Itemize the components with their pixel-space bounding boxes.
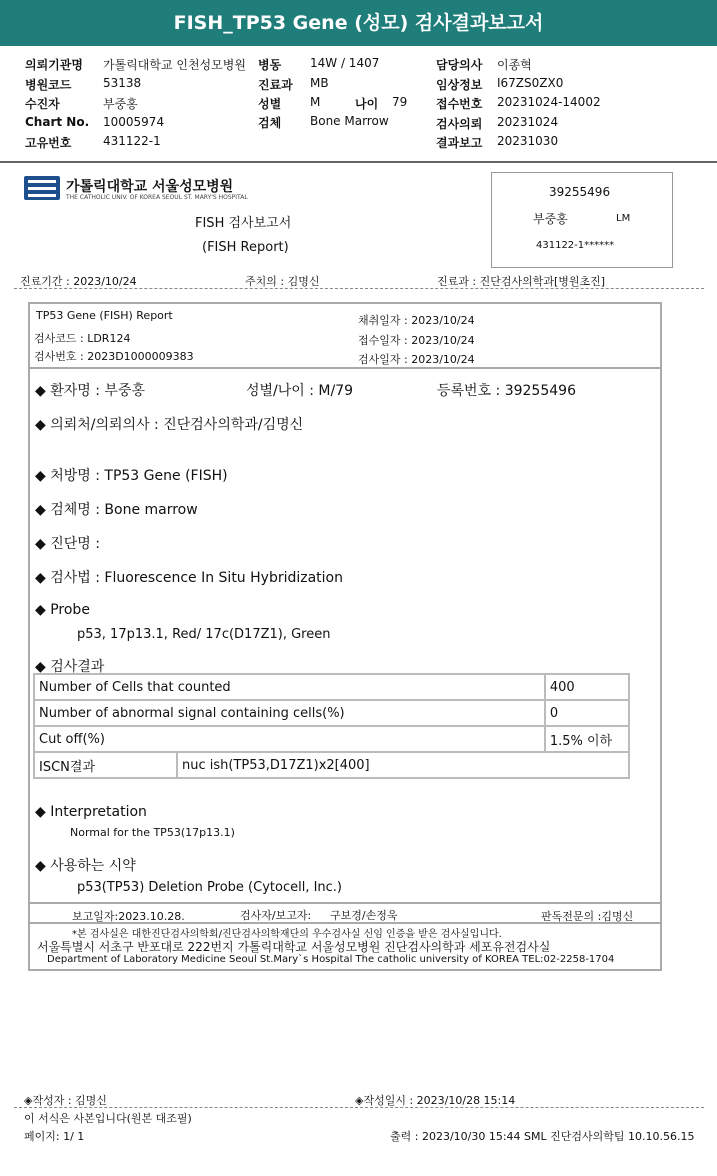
reagent-heading: ◆ 사용하는 시약 <box>35 858 136 874</box>
header-value: Bone Marrow <box>310 114 389 128</box>
copy-note: 이 서식은 사본입니다(원본 대조필) <box>24 1112 192 1125</box>
id-number: 39255496 <box>549 185 611 199</box>
result-value: 0 <box>545 700 629 726</box>
report-name: TP53 Gene (FISH) Report <box>36 309 173 322</box>
header-label: 검체 <box>258 116 282 130</box>
report-code: 검사코드 : LDR124 <box>34 332 131 345</box>
received-date: 접수일자 : 2023/10/24 <box>358 334 475 347</box>
specimen: ◆ 검체명 : Bone marrow <box>35 502 198 518</box>
header-value: 431122-1 <box>103 134 161 148</box>
result-heading: ◆ 검사결과 <box>35 659 105 675</box>
interpretation-heading: ◆ Interpretation <box>35 804 147 820</box>
patient-sex-age: 성별/나이 : M/79 <box>246 383 354 399</box>
prescription: ◆ 처방명 : TP53 Gene (FISH) <box>35 468 228 484</box>
report-number: 검사번호 : 2023D1000009383 <box>34 350 194 363</box>
tester-names: 구보경/손정욱 <box>330 909 398 922</box>
patient-name: ◆ 환자명 : 부중홍 <box>35 383 145 399</box>
panel-divider <box>28 922 660 924</box>
probe-text: p53, 17p13.1, Red/ 17c(D17Z1), Green <box>77 627 331 642</box>
header-value-age: 79 <box>392 95 408 109</box>
header-label: 고유번호 <box>25 136 72 150</box>
result-label: Cut off(%) <box>34 726 545 752</box>
header-label: 수진자 <box>25 97 60 111</box>
header-label: 병동 <box>258 58 282 72</box>
header-label: 성별 <box>258 97 282 111</box>
header-value: 14W / 1407 <box>310 56 380 70</box>
report-title: FISH 검사보고서 <box>195 216 292 231</box>
tester-label: 검사자/보고자: <box>240 909 312 922</box>
table-row <box>34 700 629 726</box>
id-sex: LM <box>616 213 631 224</box>
report-date: 보고일자:2023.10.28. <box>72 910 185 923</box>
hospital-logo-icon <box>24 176 60 200</box>
header-label: 의뢰기관명 <box>25 58 83 72</box>
header-value: M <box>310 95 321 109</box>
visit-period: 진료기간 : 2023/10/24 <box>20 275 137 288</box>
result-value: 400 <box>545 674 629 700</box>
header-label: 접수번호 <box>436 97 483 111</box>
test-method: ◆ 검사법 : Fluorescence In Situ Hybridization <box>35 570 343 586</box>
specialist: 판독전문의 :김명신 <box>541 910 634 923</box>
visit-divider <box>14 288 704 289</box>
collected-date: 채취일자 : 2023/10/24 <box>358 314 475 327</box>
header-divider <box>0 161 717 163</box>
written-date: ◈작성일시 : 2023/10/28 15:14 <box>355 1094 516 1107</box>
author: ◈작성자 : 김명신 <box>24 1094 107 1107</box>
hospital-name: 가톨릭대학교 서울성모병원 <box>66 179 234 195</box>
table-row <box>34 752 629 778</box>
certification: *본 검사실은 대한진단검사의학회/진단검사의학재단의 우수검사실 신임 인증을 받은 검사실입니다. <box>72 929 502 940</box>
header-label: 담당의사 <box>436 58 483 72</box>
header-value: 10005974 <box>103 115 165 129</box>
header-label: Chart No. <box>25 115 90 129</box>
header-value: 20231024-14002 <box>497 95 601 109</box>
bottom-divider <box>14 1107 704 1108</box>
id-name: 부중홍 <box>533 212 568 226</box>
print-info: 출력 : 2023/10/30 15:44 SML 진단검사의학팀 10.10.56.15 <box>390 1130 695 1143</box>
lab-address: 서울특별시 서초구 반포대로 222번지 가톨릭대학교 서울성모병원 진단검사의학과 세포유전검사실 <box>37 940 551 954</box>
header-label: 진료과 <box>258 78 293 92</box>
lab-address-en: Department of Laboratory Medicine Seoul St.Mary`s Hospital The catholic university of KOREA TEL:02-2258-1704 <box>47 954 615 965</box>
header-value: 이종혁 <box>497 58 532 72</box>
report-banner-title: FISH_TP53 Gene (성모) 검사결과보고서 <box>0 0 717 46</box>
report-title-en: (FISH Report) <box>202 240 289 255</box>
header-value: MB <box>310 76 329 90</box>
iscn-label: ISCN결과 <box>34 752 177 778</box>
header-value: 53138 <box>103 76 142 90</box>
visit-doctor: 주치의 : 김명신 <box>245 275 320 288</box>
patient-id-box <box>491 172 673 268</box>
diagnosis: ◆ 진단명 : <box>35 536 100 552</box>
header-label: 검사의뢰 <box>436 117 483 131</box>
header-label: 병원코드 <box>25 78 72 92</box>
header-value: 20231024 <box>497 115 559 129</box>
table-row <box>34 674 629 700</box>
referrer: ◆ 의뢰처/의뢰의사 : 진단검사의학과/김명신 <box>35 417 304 433</box>
header-value: 부중홍 <box>103 97 138 111</box>
header-value: 20231030 <box>497 134 559 148</box>
reagent-text: p53(TP53) Deletion Probe (Cytocell, Inc.) <box>77 880 343 895</box>
header-value: 가톨릭대학교 인천성모병원 <box>103 58 246 72</box>
hospital-subtitle: THE CATHOLIC UNIV. OF KOREA SEOUL ST. MARY'S HOSPITAL <box>66 194 248 201</box>
header-label-age: 나이 <box>355 97 379 111</box>
iscn-value: nuc ish(TP53,D17Z1)x2[400] <box>177 752 629 778</box>
result-label: Number of Cells that counted <box>34 674 545 700</box>
id-code: 431122-1****** <box>536 240 615 251</box>
result-value: 1.5% 이하 <box>545 726 629 752</box>
table-row <box>34 726 629 752</box>
header-label: 임상정보 <box>436 78 483 92</box>
result-label: Number of abnormal signal containing cells(%) <box>34 700 545 726</box>
visit-dept: 진료과 : 진단검사의학과[병원초진] <box>437 275 606 288</box>
patient-reg-no: 등록번호 : 39255496 <box>437 383 576 399</box>
probe-heading: ◆ Probe <box>35 602 90 618</box>
tested-date: 검사일자 : 2023/10/24 <box>358 353 475 366</box>
panel-divider <box>28 902 660 904</box>
panel-divider <box>28 367 660 369</box>
interpretation-text: Normal for the TP53(17p13.1) <box>70 826 235 839</box>
header-value: I67ZS0ZX0 <box>497 76 564 90</box>
header-label: 결과보고 <box>436 136 483 150</box>
result-table <box>33 673 630 779</box>
page-number: 페이지: 1/ 1 <box>24 1130 85 1143</box>
